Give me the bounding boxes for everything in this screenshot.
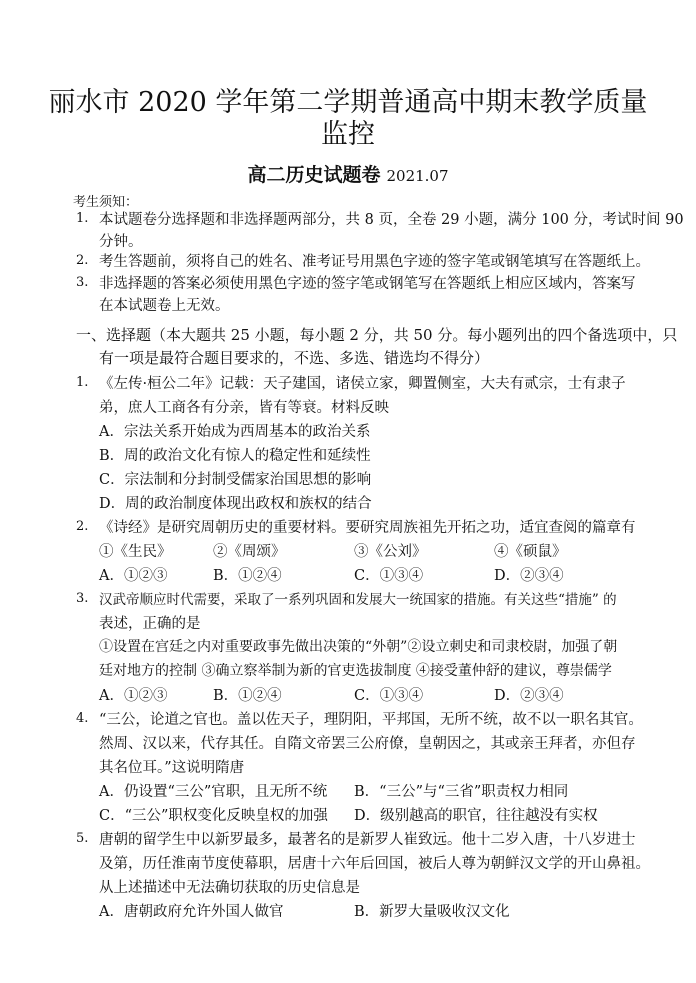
q4-option-a: A．仍设置“三公”官职，且无所不统 <box>99 784 328 800</box>
exam-subtitle <box>0 160 696 187</box>
q4-option-b: B．“三公”与“三省”职责权力相同 <box>354 784 569 800</box>
q2-num: 2. <box>76 519 89 534</box>
q3-stem-line-3: ①设置在宫廷之内对重要政事先做出决策的“外朝”②设立刺史和司隶校尉，加强了朝 <box>99 639 618 655</box>
exam-title-line1: 丽水市 2020 学年第二学期普通高中期末教学质量 <box>48 87 648 118</box>
section-heading-line-2: 有一项是最符合题目要求的，不选、多选、错选均不得分） <box>99 349 490 367</box>
q5-option-a: A．唐朝政府允许外国人做官 <box>99 904 284 920</box>
q1-stem-line-1: 《左传·桓公二年》记载：天子建国，诸侯立家，卿置侧室，大夫有贰宗，士有隶子 <box>99 376 626 392</box>
q5-option-b: B．新罗大量吸收汉文化 <box>354 904 510 920</box>
q3-stem-line-1: 汉武帝顺应时代需要，采取了一系列巩固和发展大一统国家的措施。有关这些“措施” 的 <box>99 592 617 608</box>
notice-heading: 考生须知： <box>73 195 139 210</box>
q5-stem-line-2: 及第，历任淮南节度使幕职，居唐十六年后回国，被后人尊为朝鲜汉文学的开山鼻祖。 <box>99 856 650 872</box>
q1-option-b: B．周的政治文化有惊人的稳定性和延续性 <box>99 448 371 464</box>
exam-date: 2021.07 <box>386 167 449 185</box>
q1-num: 1. <box>76 375 89 390</box>
q5-stem-line-1: 唐朝的留学生中以新罗最多，最著名的是新罗人崔致远。他十二岁入唐，十八岁进士 <box>99 832 636 848</box>
q3-stem-line-4: 廷对地方的控制 ③确立察举制为新的官吏选拔制度 ④接受董仲舒的建议，尊崇儒学 <box>99 663 612 679</box>
notice-num-1: 1. <box>76 211 89 226</box>
q4-stem-line-2: 然周、汉以来，代存其任。自隋文帝罢三公府僚，皇朝因之，其或亲王拜者，亦但存 <box>99 736 636 752</box>
section-heading-line-1: 一、选择题（本大题共 25 小题，每小题 2 分，共 50 分。每小题列出的四个备选项中，只 <box>76 326 678 344</box>
q2-option-a: A．①②③ <box>99 568 168 584</box>
q2-option-d: D．②③④ <box>494 568 564 584</box>
notice-3-line-1: 非选择题的答案必须使用黑色字迹的签字笔或钢笔写在答题纸上相应区域内，答案写 <box>99 276 636 292</box>
q5-stem-line-3: 从上述描述中无法确切获取的历史信息是 <box>99 880 360 896</box>
q2-item-4: ④《硕鼠》 <box>494 544 567 560</box>
q2-option-c: C．①③④ <box>354 568 424 584</box>
q5-num: 5. <box>76 831 89 846</box>
q4-stem-line-3: 其名位耳。”这说明隋唐 <box>99 760 245 776</box>
notice-2-line-1: 考生答题前，须将自己的姓名、准考证号用黑色字迹的签字笔或钢笔填写在答题纸上。 <box>99 254 650 270</box>
q4-option-c: C．“三公”职权变化反映皇权的加强 <box>99 808 328 824</box>
notice-num-2: 2. <box>76 253 89 268</box>
q4-num: 4. <box>76 711 89 726</box>
q3-option-a: A．①②③ <box>99 688 168 704</box>
notice-3-line-2: 在本试题卷上无效。 <box>99 298 230 314</box>
q1-option-c: C．宗法制和分封制受儒家治国思想的影响 <box>99 472 372 488</box>
q1-option-a: A．宗法关系开始成为西周基本的政治关系 <box>99 424 371 440</box>
notice-1-line-2: 分钟。 <box>99 234 143 250</box>
q2-item-3: ③《公刘》 <box>354 544 427 560</box>
q3-stem-line-2: 表述，正确的是 <box>99 616 201 632</box>
q1-stem-line-2: 弟，庶人工商各有分亲，皆有等衰。材料反映 <box>99 400 389 416</box>
q4-stem-line-1: “三公，论道之官也。盖以佐天子，理阴阳，平邦国，无所不统，故不以一职名其官。 <box>99 712 643 728</box>
q1-option-d: D．周的政治制度体现出政权和族权的结合 <box>99 496 372 512</box>
notice-1-line-1: 本试题卷分选择题和非选择题两部分，共 8 页，全卷 29 小题，满分 100 分，考试时间 90 <box>99 212 684 228</box>
q3-num: 3. <box>76 591 89 606</box>
q2-option-b: B．①②④ <box>213 568 282 584</box>
q3-option-b: B．①②④ <box>213 688 282 704</box>
q3-option-d: D．②③④ <box>494 688 564 704</box>
q2-item-1: ①《生民》 <box>99 544 172 560</box>
q3-option-c: C．①③④ <box>354 688 424 704</box>
exam-title-line2: 监控 <box>321 119 375 150</box>
q4-option-d: D．级别越高的职官，往往越没有实权 <box>354 808 598 824</box>
notice-num-3: 3. <box>76 275 89 290</box>
q2-item-2: ②《周颂》 <box>213 544 286 560</box>
q2-stem-line-1: 《诗经》是研究周朝历史的重要材料。要研究周族祖先开拓之功，适宜查阅的篇章有 <box>99 520 636 536</box>
subject-title: 高二历史试题卷 <box>247 164 381 186</box>
